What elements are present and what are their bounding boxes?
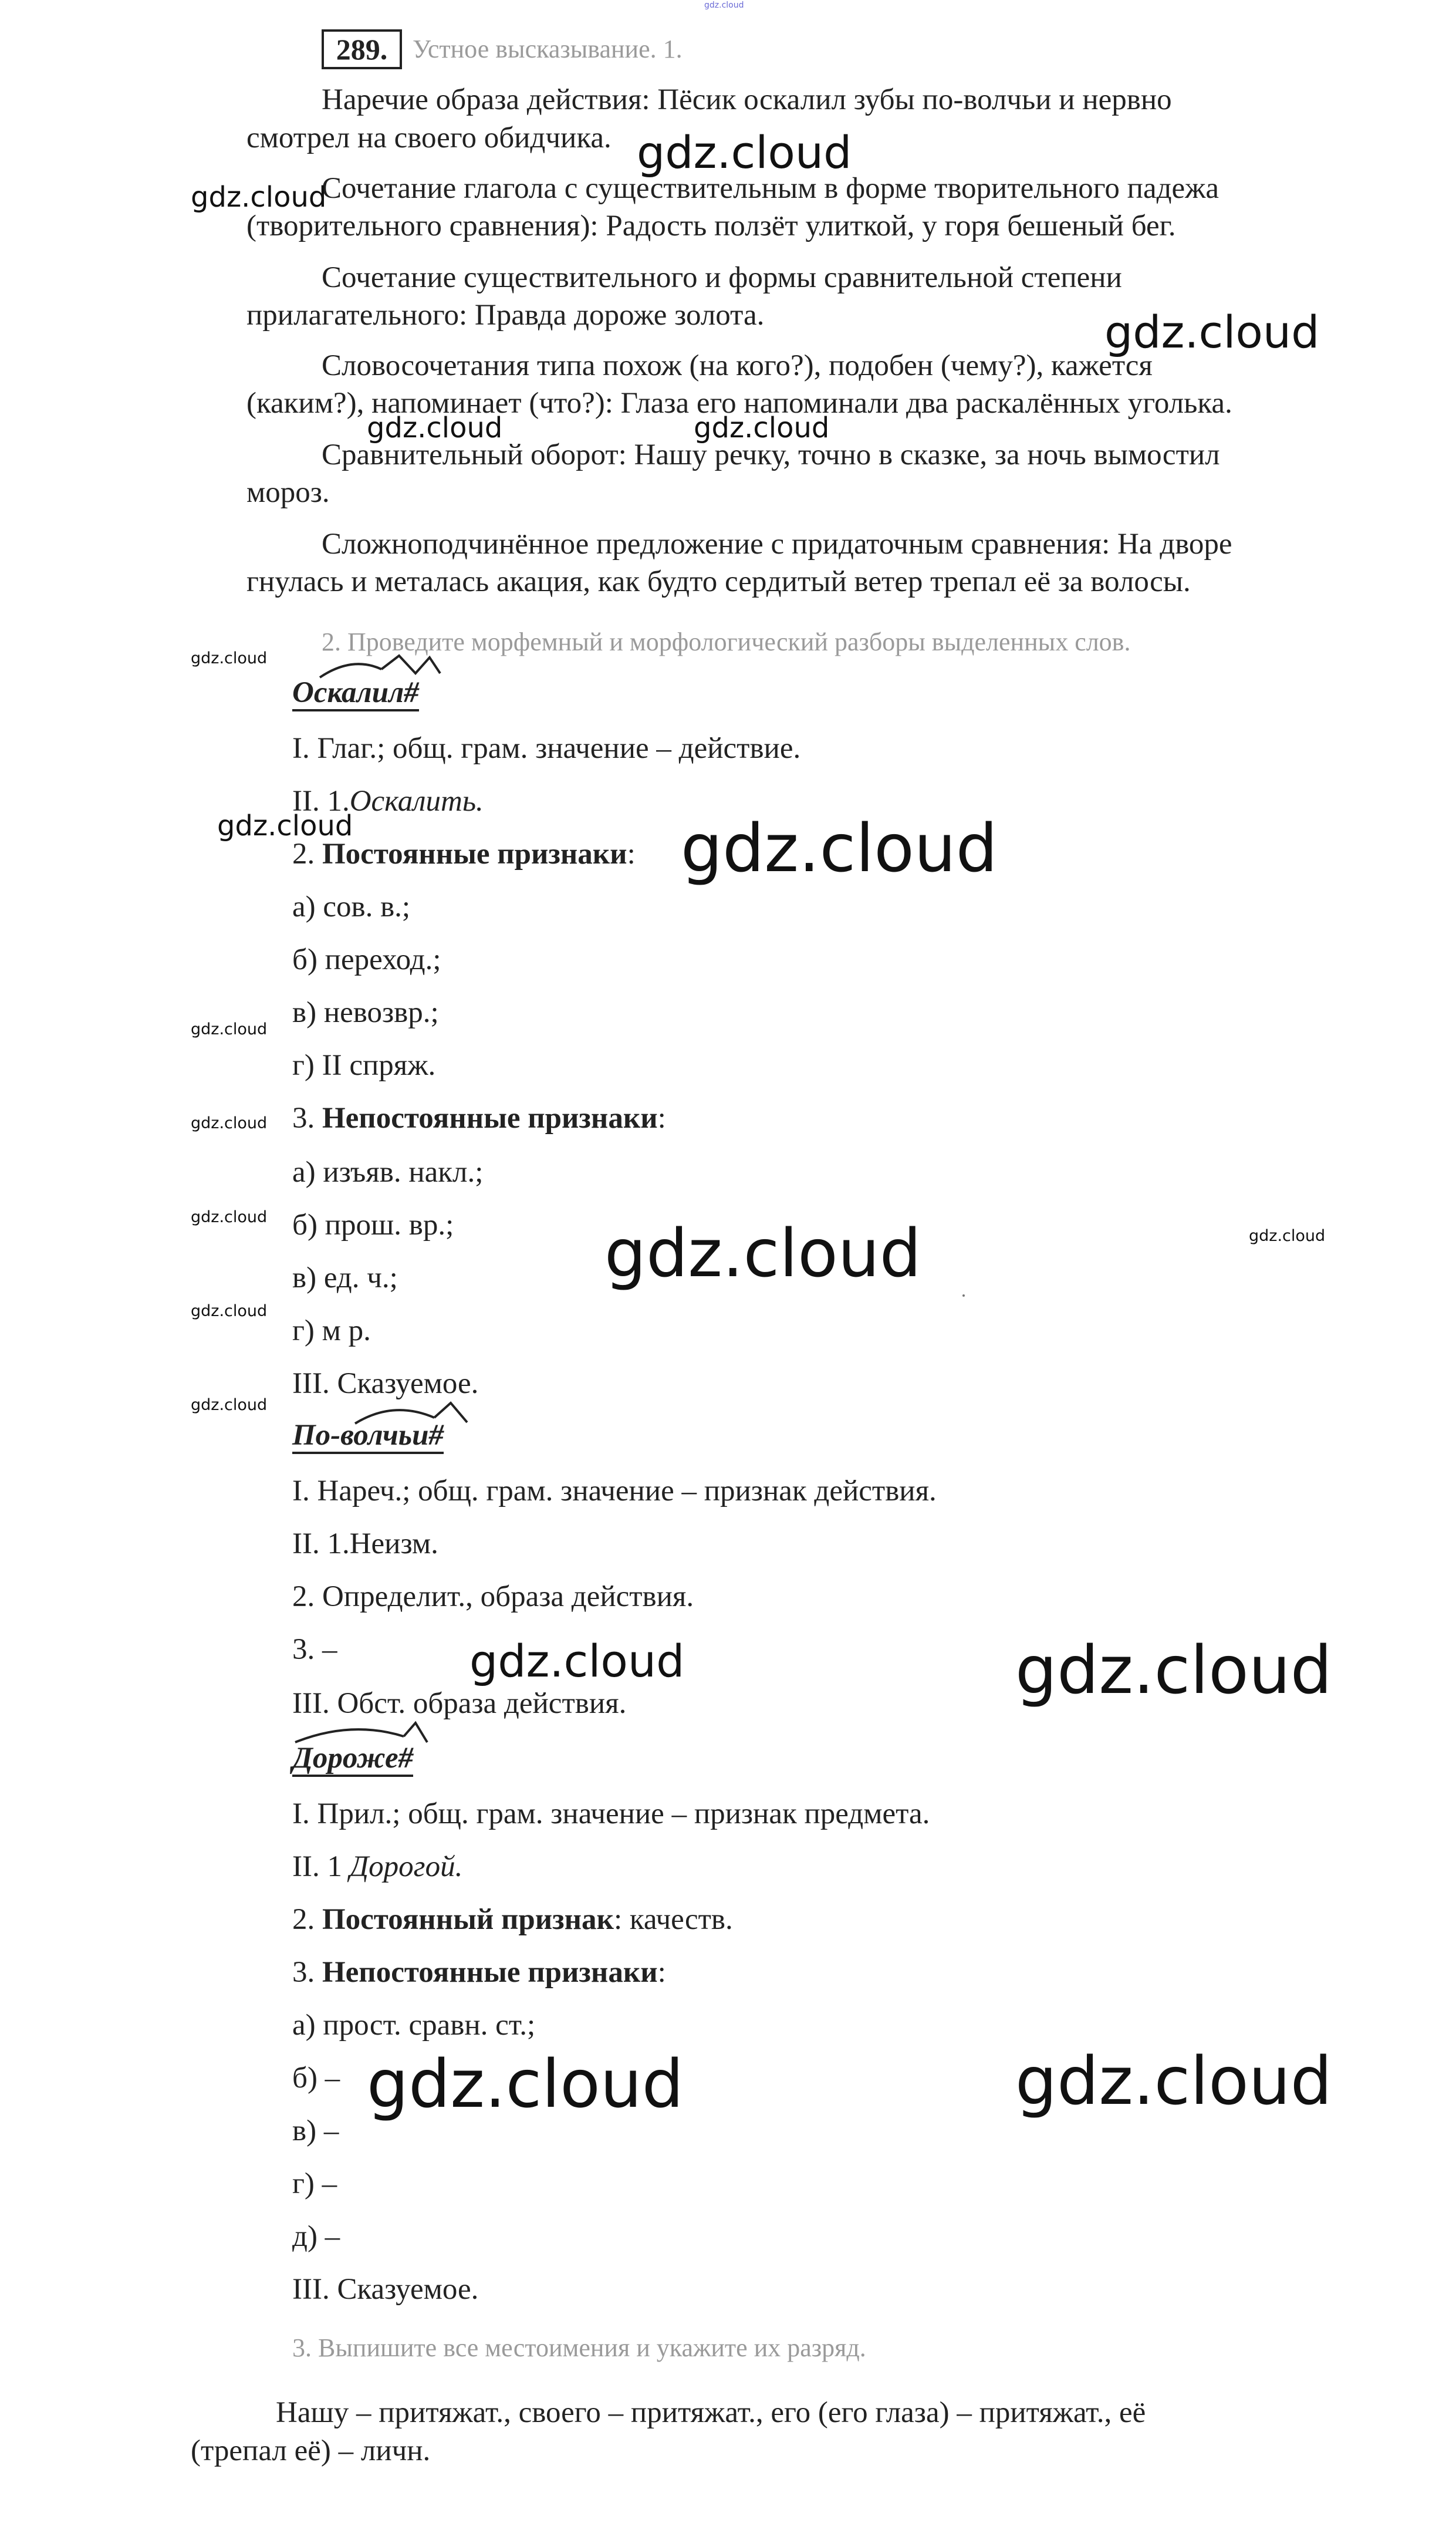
- watermark: gdz.cloud: [469, 1635, 685, 1687]
- w3-line-5: III. Сказуемое.: [292, 2273, 479, 2306]
- w1-line-4: 3. Непостоянные признаки:: [292, 1102, 666, 1135]
- watermark: gdz.cloud: [217, 809, 353, 842]
- watermark: gdz.cloud: [191, 181, 327, 214]
- exercise-number: 289.: [322, 29, 402, 69]
- w1-line-1: I. Глаг.; общ. грам. значение – действие.: [292, 732, 801, 765]
- paragraph-1-line-2: смотрел на своего обидчика.: [246, 122, 612, 154]
- paragraph-4-line-2: (каким?), напоминает (что?): Глаза его напоминали два раскалённых уголька.: [246, 387, 1232, 420]
- watermark: gdz.cloud: [191, 1114, 268, 1132]
- w3-line-2: II. 1 Дорогой.: [292, 1850, 463, 1883]
- w3-item-c: в) –: [292, 2114, 339, 2147]
- watermark: gdz.cloud: [1015, 2043, 1332, 2120]
- w3-line-1: I. Прил.; общ. грам. значение – признак предмета.: [292, 1797, 930, 1830]
- watermark: gdz.cloud: [1249, 1227, 1326, 1245]
- task-2-label: 2. Проведите морфемный и морфологический разборы выделенных слов.: [322, 628, 1131, 656]
- watermark: gdz.cloud: [191, 649, 268, 667]
- w1-item-f: б) прош. вр.;: [292, 1209, 454, 1242]
- watermark: gdz.cloud: [191, 1020, 268, 1038]
- watermark: gdz.cloud: [191, 1208, 268, 1226]
- w1-item-h: г) м р.: [292, 1314, 371, 1347]
- watermark-top: gdz.cloud: [704, 1, 744, 10]
- task-1-label: Устное высказывание. 1.: [413, 35, 683, 63]
- watermark: gdz.cloud: [681, 811, 998, 887]
- paragraph-2-line-1: Сочетание глагола с существительным в форме творительного падежа: [322, 172, 1219, 205]
- watermark: gdz.cloud: [694, 411, 830, 444]
- answer-3-line-2: (трепал её) – личн.: [191, 2434, 431, 2467]
- paragraph-2-line-2: (творительного сравнения): Радость ползёт улиткой, у горя бешеный бег.: [246, 210, 1176, 242]
- paragraph-6-line-2: гнулась и металась акация, как будто сердитый ветер трепал её за волосы.: [246, 565, 1191, 598]
- paragraph-4-line-1: Словосочетания типа похож (на кого?), подобен (чему?), кажется: [322, 349, 1153, 382]
- w2-line-3: 2. Определит., образа действия.: [292, 1580, 694, 1613]
- parsed-word-3: Дороже#: [292, 1743, 413, 1777]
- w3-line-3: 2. Постоянный признак: качеств.: [292, 1903, 733, 1936]
- w2-line-2: II. 1.Неизм.: [292, 1527, 438, 1560]
- w1-item-a: а) сов. в.;: [292, 891, 411, 923]
- watermark: gdz.cloud: [367, 411, 503, 444]
- paragraph-3-line-2: прилагательного: Правда дороже золота.: [246, 299, 765, 332]
- answer-3-line-1: Нашу – притяжат., своего – притяжат., его (его глаза) – притяжат., её: [276, 2396, 1146, 2429]
- w1-item-d: г) II спряж.: [292, 1049, 436, 1082]
- parsed-word-2: По-волчьи#: [292, 1421, 444, 1454]
- watermark: gdz.cloud: [637, 126, 852, 178]
- watermark: gdz.cloud: [1015, 1632, 1332, 1709]
- w1-line-5: III. Сказуемое.: [292, 1367, 479, 1400]
- w3-item-d: г) –: [292, 2167, 337, 2200]
- watermark: gdz.cloud: [604, 1216, 921, 1292]
- paragraph-5-line-1: Сравнительный оборот: Нашу речку, точно в сказке, за ночь вымостил: [322, 439, 1220, 471]
- w2-line-5: III. Обст. образа действия.: [292, 1687, 627, 1720]
- paragraph-3-line-1: Сочетание существительного и формы сравнительной степени: [322, 261, 1122, 294]
- w3-line-4: 3. Непостоянные признаки:: [292, 1956, 666, 1989]
- w1-item-e: а) изъяв. накл.;: [292, 1156, 484, 1189]
- w2-line-4: 3. –: [292, 1633, 337, 1666]
- watermark: gdz.cloud: [367, 2046, 684, 2123]
- w1-item-b: б) переход.;: [292, 943, 441, 976]
- w1-item-c: в) невозвр.;: [292, 996, 439, 1029]
- w1-line-2: II. 1.Оскалить.: [292, 785, 484, 818]
- speck: [962, 1294, 965, 1297]
- watermark: gdz.cloud: [1104, 306, 1320, 358]
- paragraph-6-line-1: Сложноподчинённое предложение с придаточным сравнения: На дворе: [322, 528, 1232, 561]
- watermark: gdz.cloud: [191, 1302, 268, 1320]
- w2-line-1: I. Нареч.; общ. грам. значение – признак действия.: [292, 1475, 937, 1507]
- w3-item-b: б) –: [292, 2062, 340, 2094]
- w3-item-e: д) –: [292, 2220, 340, 2253]
- task-3-label: 3. Выпишите все местоимения и укажите их разряд.: [292, 2333, 866, 2362]
- paragraph-1-line-1: Наречие образа действия: Пёсик оскалил зубы по-волчьи и нервно: [322, 83, 1172, 116]
- paragraph-5-line-2: мороз.: [246, 476, 330, 509]
- w3-item-a: а) прост. сравн. ст.;: [292, 2009, 536, 2042]
- w1-line-3: 2. Постоянные признаки:: [292, 838, 636, 871]
- watermark: gdz.cloud: [191, 1396, 268, 1414]
- parsed-word-1: Оскалил#: [292, 678, 419, 711]
- w1-item-g: в) ед. ч.;: [292, 1262, 398, 1294]
